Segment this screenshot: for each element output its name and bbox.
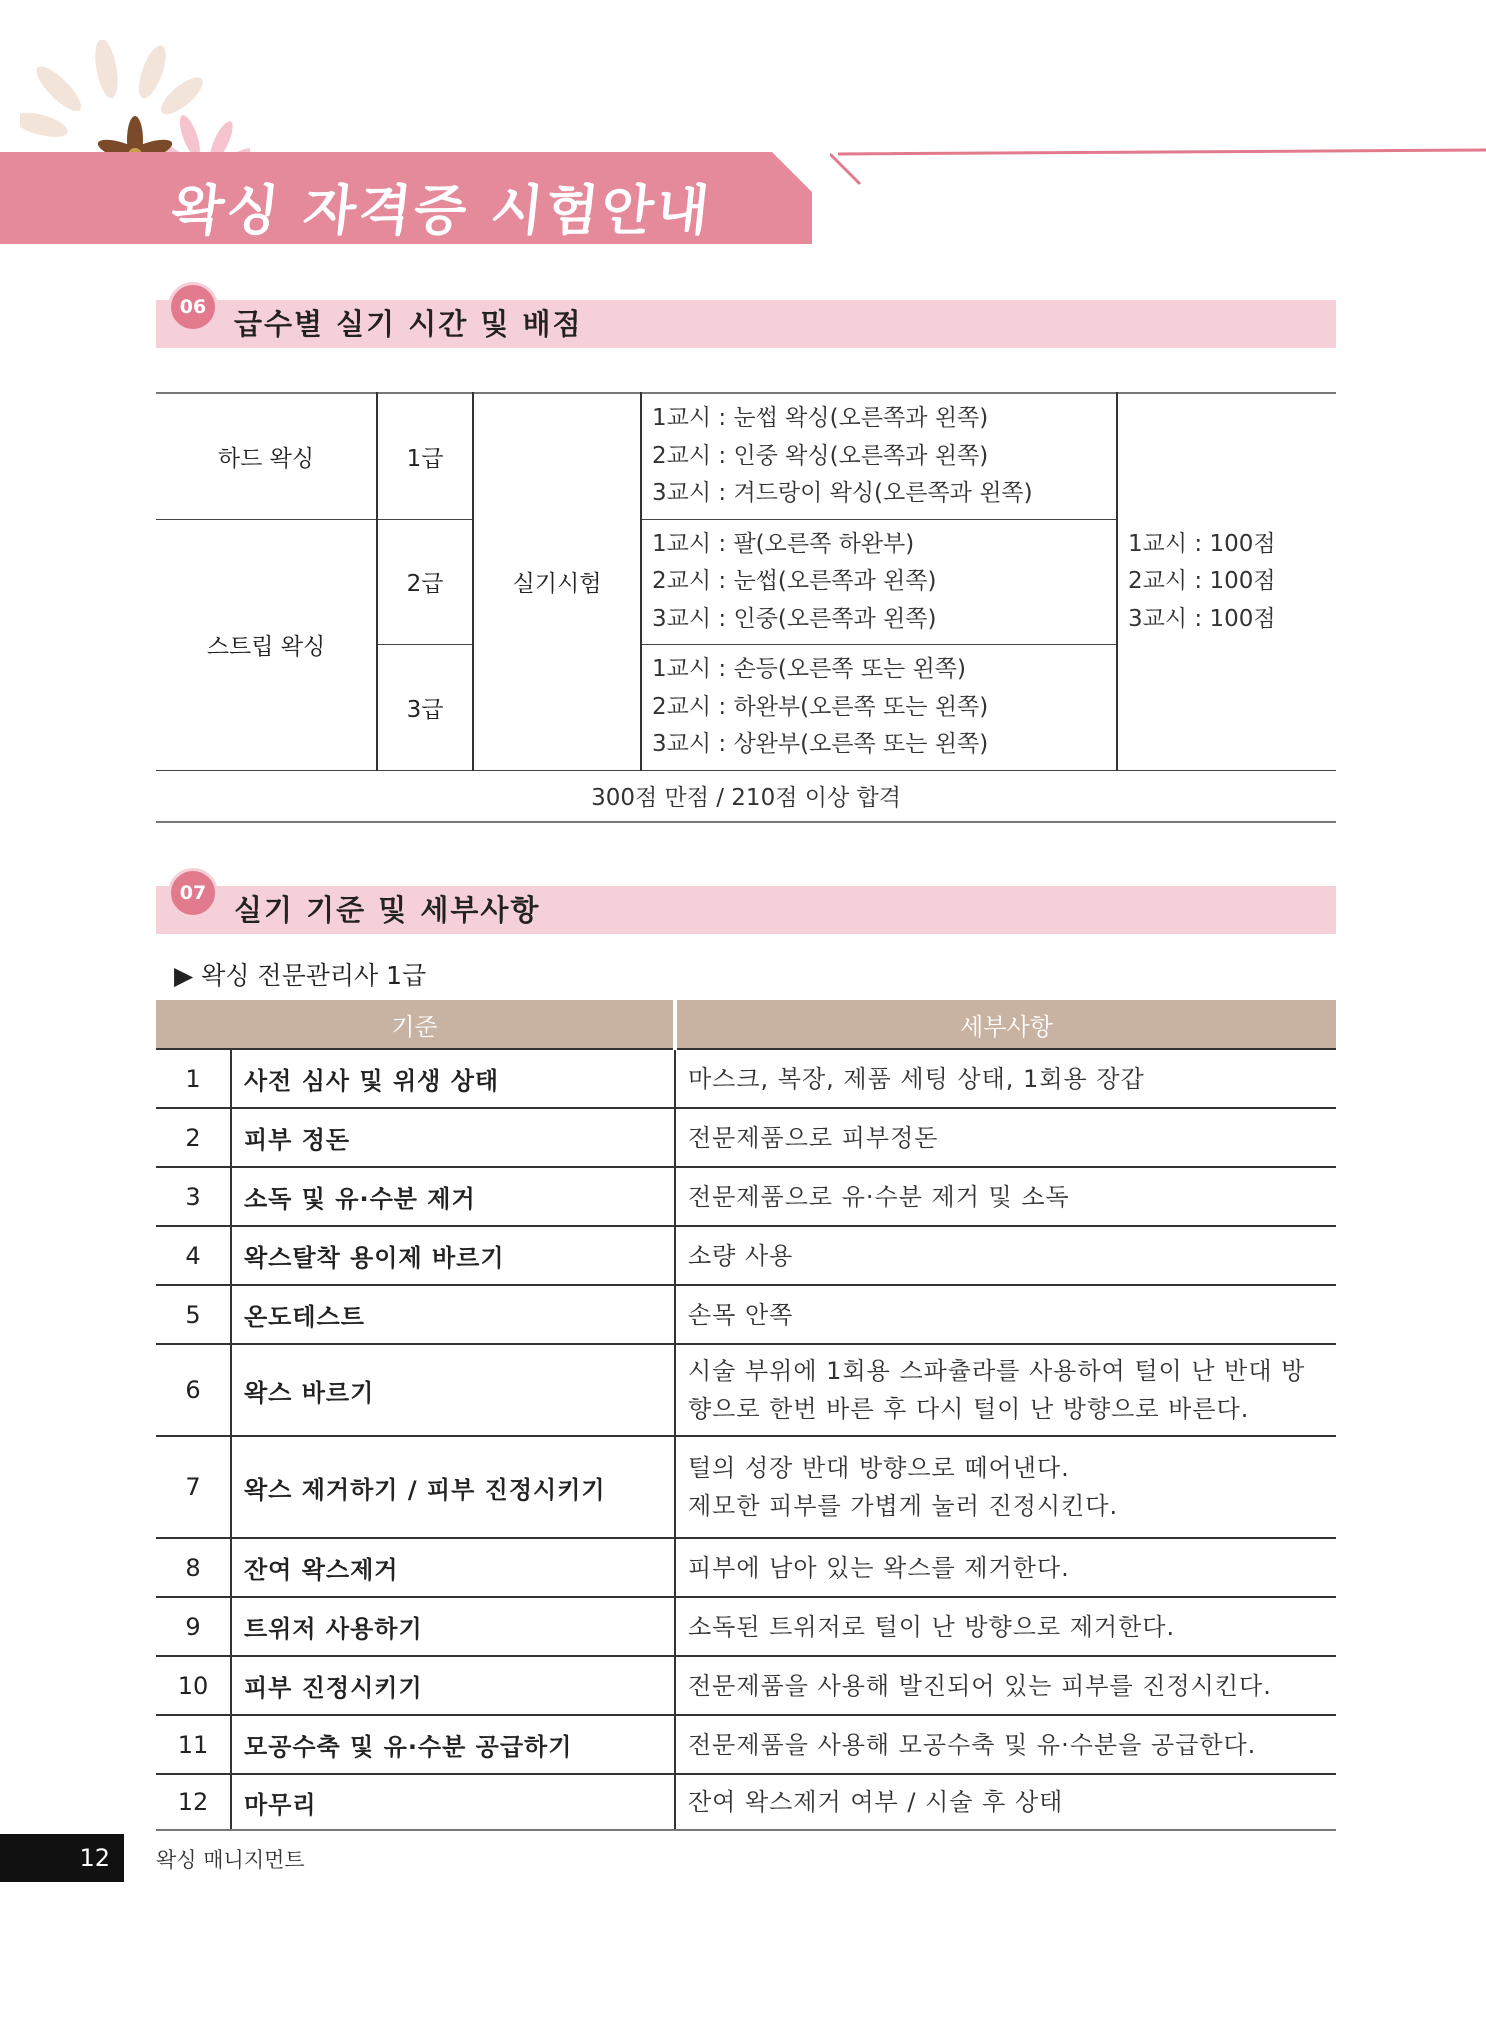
table-row [156,1344,1336,1436]
period-line: 2교시 : 인중 왁싱(오른쪽과 왼쪽) [652,442,989,469]
period-list [641,393,1117,519]
section-title: 실기 기준 및 세부사항 [234,893,541,927]
detail-line: 피부에 남아 있는 왁스를 제거한다. [688,1553,1070,1582]
row-criteria: 마무리 [231,1774,675,1830]
row-details [675,1538,1336,1597]
period-list [641,645,1117,771]
row-criteria: 피부 진정시키기 [231,1656,675,1715]
detail-line: 전문제품으로 피부정돈 [688,1123,939,1152]
row-number: 5 [156,1285,231,1344]
period-line: 2교시 : 하완부(오른쪽 또는 왼쪽) [652,693,989,720]
score-line: 3교시 : 100점 [1128,605,1276,632]
table-row [156,1597,1336,1656]
row-number: 6 [156,1344,231,1436]
row-number: 7 [156,1436,231,1538]
row-number: 8 [156,1538,231,1597]
section-number-badge: 07 [168,868,218,918]
row-criteria: 왁스탈착 용이제 바르기 [231,1226,675,1285]
row-details [675,1285,1336,1344]
grade-cell: 1급 [377,393,473,519]
score-line: 1교시 : 100점 [1128,530,1276,557]
category-hard-waxing: 하드 왁싱 [156,393,377,519]
grade-cell: 2급 [377,519,473,645]
detail-line: 제모한 피부를 가볍게 눌러 진정시킨다. [688,1492,1119,1520]
category-strip-waxing: 스트립 왁싱 [156,519,377,770]
subheading: ▶ 왁싱 전문관리사 1급 [174,961,427,990]
detail-line: 시술 부위에 1회용 스파츌라를 사용하여 털이 난 반대 방향으로 한번 바른 후 다시 털이 난 방향으로 바른다. [688,1357,1306,1423]
header-criteria: 기준 [156,1000,675,1049]
detail-line: 전문제품을 사용해 발진되어 있는 피부를 진정시킨다. [688,1671,1272,1700]
period-line: 1교시 : 팔(오른쪽 하완부) [652,530,915,557]
row-number: 10 [156,1656,231,1715]
row-number: 3 [156,1167,231,1226]
criteria-table [156,1000,1336,1831]
row-details [675,1774,1336,1830]
row-number: 11 [156,1715,231,1774]
score-cell [1117,393,1336,770]
row-number: 12 [156,1774,231,1830]
detail-line: 전문제품을 사용해 모공수축 및 유·수분을 공급한다. [688,1730,1257,1759]
exam-type-cell: 실기시험 [473,393,641,770]
row-criteria: 사전 심사 및 위생 상태 [231,1049,675,1108]
table-row [156,1049,1336,1108]
period-line: 1교시 : 눈썹 왁싱(오른쪽과 왼쪽) [652,405,989,431]
grade-cell: 3급 [377,645,473,771]
table-row [156,1436,1336,1538]
table-row [156,1285,1336,1344]
page-title: 왁싱 자격증 시험안내 [168,178,716,242]
score-line: 2교시 : 100점 [1128,568,1276,594]
row-details [675,1436,1336,1538]
detail-line: 마스크, 복장, 제품 세팅 상태, 1회용 장갑 [688,1064,1145,1093]
row-details [675,1049,1336,1108]
decorative-line [830,140,1486,190]
total-score-note: 300점 만점 / 210점 이상 합격 [156,770,1336,822]
row-details [675,1226,1336,1285]
row-details [675,1108,1336,1167]
page-number-text: 12 [79,1844,110,1872]
row-details [675,1167,1336,1226]
table-row [156,1226,1336,1285]
section-title: 급수별 실기 시간 및 배점 [234,307,583,341]
detail-line: 전문제품으로 유·수분 제거 및 소독 [688,1182,1070,1211]
table-row [156,1656,1336,1715]
table-row [156,1167,1336,1226]
row-details [675,1656,1336,1715]
header-details: 세부사항 [675,1000,1336,1049]
exam-schedule-table [156,392,1336,823]
table-row [156,1715,1336,1774]
row-number: 1 [156,1049,231,1108]
detail-line: 털의 성장 반대 방향으로 떼어낸다. [688,1454,1070,1482]
table-row [156,1538,1336,1597]
row-criteria: 잔여 왁스제거 [231,1538,675,1597]
row-criteria: 소독 및 유·수분 제거 [231,1167,675,1226]
detail-line: 소독된 트위저로 털이 난 방향으로 제거한다. [688,1612,1176,1641]
period-line: 2교시 : 눈썹(오른쪽과 왼쪽) [652,568,937,594]
row-criteria: 모공수축 및 유·수분 공급하기 [231,1715,675,1774]
row-criteria: 왁스 바르기 [231,1344,675,1436]
row-details [675,1715,1336,1774]
period-list [641,519,1117,645]
row-criteria: 왁스 제거하기 / 피부 진정시키기 [231,1436,675,1538]
detail-line: 잔여 왁스제거 여부 / 시술 후 상태 [688,1788,1064,1816]
detail-line: 소량 사용 [688,1241,794,1270]
row-criteria: 온도테스트 [231,1285,675,1344]
period-line: 3교시 : 인중(오른쪽과 왼쪽) [652,605,937,632]
row-criteria: 피부 정돈 [231,1108,675,1167]
period-line: 1교시 : 손등(오른쪽 또는 왼쪽) [652,656,966,682]
table-row [156,1774,1336,1830]
row-number: 4 [156,1226,231,1285]
row-details [675,1344,1336,1436]
section-number-badge: 06 [168,282,218,332]
period-line: 3교시 : 겨드랑이 왁싱(오른쪽과 왼쪽) [652,480,1033,506]
row-details [675,1597,1336,1656]
page-number [0,1834,124,1882]
detail-line: 손목 안쪽 [688,1300,794,1329]
period-line: 3교시 : 상완부(오른쪽 또는 왼쪽) [652,731,989,757]
row-number: 9 [156,1597,231,1656]
row-criteria: 트위저 사용하기 [231,1597,675,1656]
footer-book-title: 왁싱 매니지먼트 [156,1848,305,1872]
table-row [156,1108,1336,1167]
row-number: 2 [156,1108,231,1167]
